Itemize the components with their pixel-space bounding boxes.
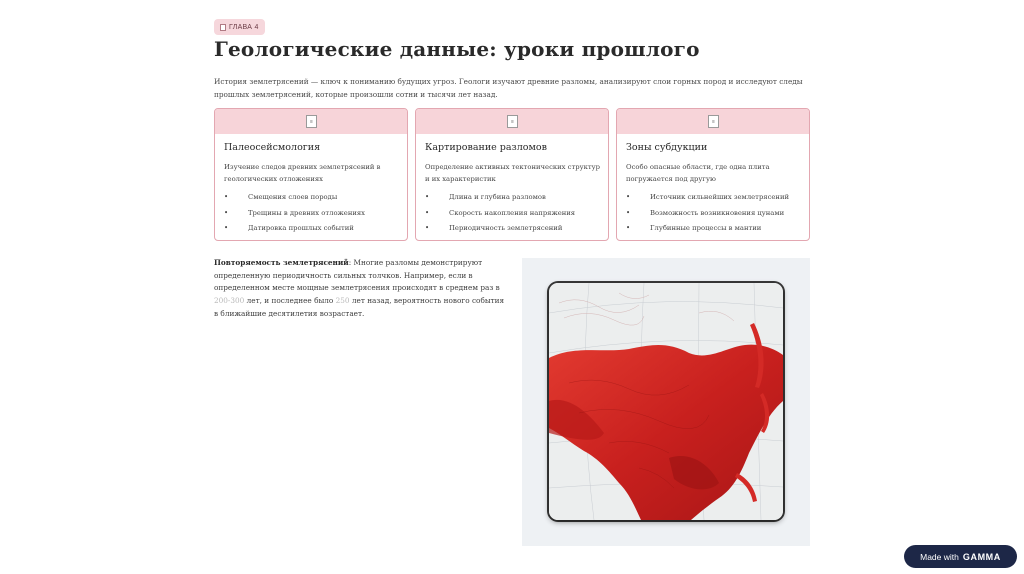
card-subduction-zones (616, 108, 810, 241)
list-item: • Смещения слоев породы (224, 191, 404, 207)
chapter-badge-label: ГЛАВА 4 (229, 23, 259, 31)
recurrence-term: Повторяемость землетрясений (214, 258, 349, 267)
document-icon: ≡ (708, 115, 719, 128)
card-title: Картирование разломов (425, 142, 547, 153)
list-item: • Периодичность землетрясений (425, 222, 605, 238)
list-item: • Трещины в древних отложениях (224, 207, 404, 223)
list-item: • Возможность возникновения цунами (626, 207, 806, 223)
card-bullet-list (224, 191, 404, 238)
card-description: Изучение следов древних землетрясений в геологических отложениях (224, 163, 381, 183)
list-item: • Датировка прошлых событий (224, 222, 404, 238)
card-fault-mapping (415, 108, 609, 241)
made-with-gamma-button[interactable] (904, 545, 1017, 568)
list-item: • Длина и глубина разломов (425, 191, 605, 207)
card-header (416, 109, 608, 134)
document-icon (220, 24, 226, 31)
document-icon: ≡ (507, 115, 518, 128)
gamma-logo: GAMMA (962, 551, 1001, 562)
card-title: Зоны субдукции (626, 142, 708, 153)
card-description: Особо опасные области, где одна плита погружается под другую (626, 163, 770, 183)
recurrence-text: лет назад, вероятность нового события в ближайшие десятилетия возрастает. (214, 296, 505, 318)
list-item: • Глубинные процессы в мантии (626, 222, 806, 238)
made-with-label: Made with (920, 551, 959, 562)
elapsed-value: 250 (335, 296, 350, 306)
card-description: Определение активных тектонических структур и их характеристик (425, 163, 600, 183)
recurrence-paragraph (214, 257, 506, 321)
map-image-panel (522, 258, 810, 546)
list-item: • Источник сильнейших землетрясений (626, 191, 806, 207)
seismic-map-image (549, 283, 783, 520)
card-bullet-list (626, 191, 806, 238)
card-bullet-list (425, 191, 605, 238)
interval-value: 200-300 (214, 296, 245, 306)
card-title: Палеосейсмология (224, 142, 321, 153)
page-title: Геологические данные: уроки прошлого (214, 37, 700, 61)
list-item: • Скорость накопления напряжения (425, 207, 605, 223)
document-icon: ≡ (306, 115, 317, 128)
card-header (617, 109, 809, 134)
card-paleoseismology (214, 108, 408, 241)
recurrence-text: лет, и последнее было (244, 296, 336, 306)
card-header (215, 109, 407, 134)
intro-text: История землетрясений — ключ к пониманию будущих угроз. Геологи изучают древние разломы, анализируют слои горных пород и исследуют следы прошлых землетрясений, которые произошли сотни и тысячи лет назад. (214, 77, 803, 99)
chapter-badge (214, 19, 265, 35)
recurrence-text: : Многие разломы демонстрируют определенную периодичность сильных толчков. Например, если в определенном месте мощные землетрясения происходят в среднем раз в (214, 258, 500, 293)
